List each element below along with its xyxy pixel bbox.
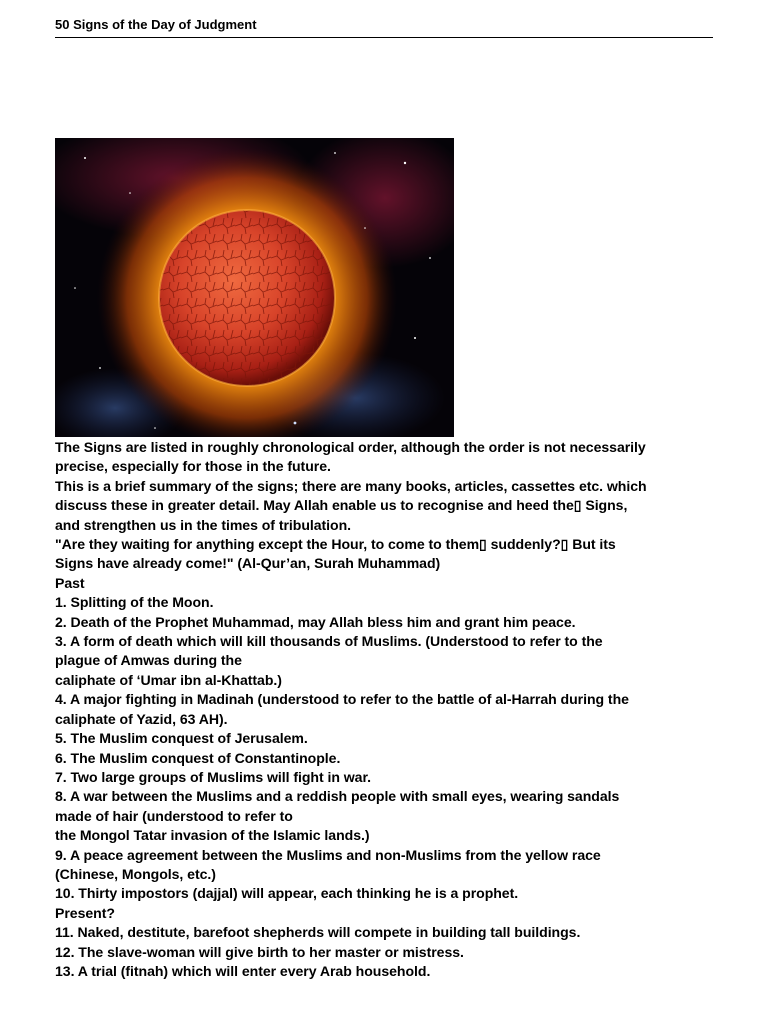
list-item: 12. The slave-woman will give birth to her master or mistress. (55, 943, 464, 960)
list-item: 2. Death of the Prophet Muhammad, may Allah bless him and grant him peace. (55, 613, 576, 630)
text-line: made of hair (understood to refer to (55, 807, 293, 824)
text-line: "Are they waiting for anything except the Hour, to come to them▯ suddenly?▯ But its (55, 536, 616, 553)
list-item: 5. The Muslim conquest of Jerusalem. (55, 730, 308, 747)
page-header (55, 16, 713, 38)
list-item: 4. A major fighting in Madinah (understood to refer to the battle of al-Harrah during the (55, 691, 629, 708)
text-line: This is a brief summary of the signs; there are many books, articles, cassettes etc. which (55, 477, 647, 494)
text-line: Signs have already come!" (Al-Qur’an, Surah Muhammad) (55, 555, 441, 572)
list-item: 10. Thirty impostors (dajjal) will appear, each thinking he is a prophet. (55, 885, 519, 902)
text-line: precise, especially for those in the future. (55, 458, 331, 475)
text-line: The Signs are listed in roughly chronological order, although the order is not necessarily (55, 439, 646, 455)
section-heading-past: Past (55, 574, 85, 591)
text-line: plague of Amwas during the (55, 652, 242, 669)
page-title: 50 Signs of the Day of Judgment (55, 17, 257, 32)
article-body (55, 438, 720, 981)
section-heading-present: Present? (55, 904, 115, 921)
list-item: 13. A trial (fitnah) which will enter every Arab household. (55, 962, 431, 979)
text-line: the Mongol Tatar invasion of the Islamic lands.) (55, 827, 370, 844)
list-item: 11. Naked, destitute, barefoot shepherds will compete in building tall buildings. (55, 924, 581, 941)
list-item: 6. The Muslim conquest of Constantinople. (55, 749, 341, 766)
hero-image-burning-planet (55, 138, 454, 437)
list-item: 8. A war between the Muslims and a reddish people with small eyes, wearing sandals (55, 788, 620, 805)
list-item: 7. Two large groups of Muslims will fight in war. (55, 768, 371, 785)
text-line: caliphate of ‘Umar ibn al-Khattab.) (55, 671, 282, 688)
list-item: 1. Splitting of the Moon. (55, 594, 214, 611)
text-line: (Chinese, Mongols, etc.) (55, 865, 216, 882)
text-line: and strengthen us in the times of tribulation. (55, 516, 352, 533)
text-line: caliphate of Yazid, 63 AH). (55, 710, 228, 727)
list-item: 9. A peace agreement between the Muslims and non-Muslims from the yellow race (55, 846, 601, 863)
text-line: discuss these in greater detail. May Allah enable us to recognise and heed the▯ Signs, (55, 497, 628, 514)
list-item: 3. A form of death which will kill thousands of Muslims. (Understood to refer to the (55, 633, 603, 650)
